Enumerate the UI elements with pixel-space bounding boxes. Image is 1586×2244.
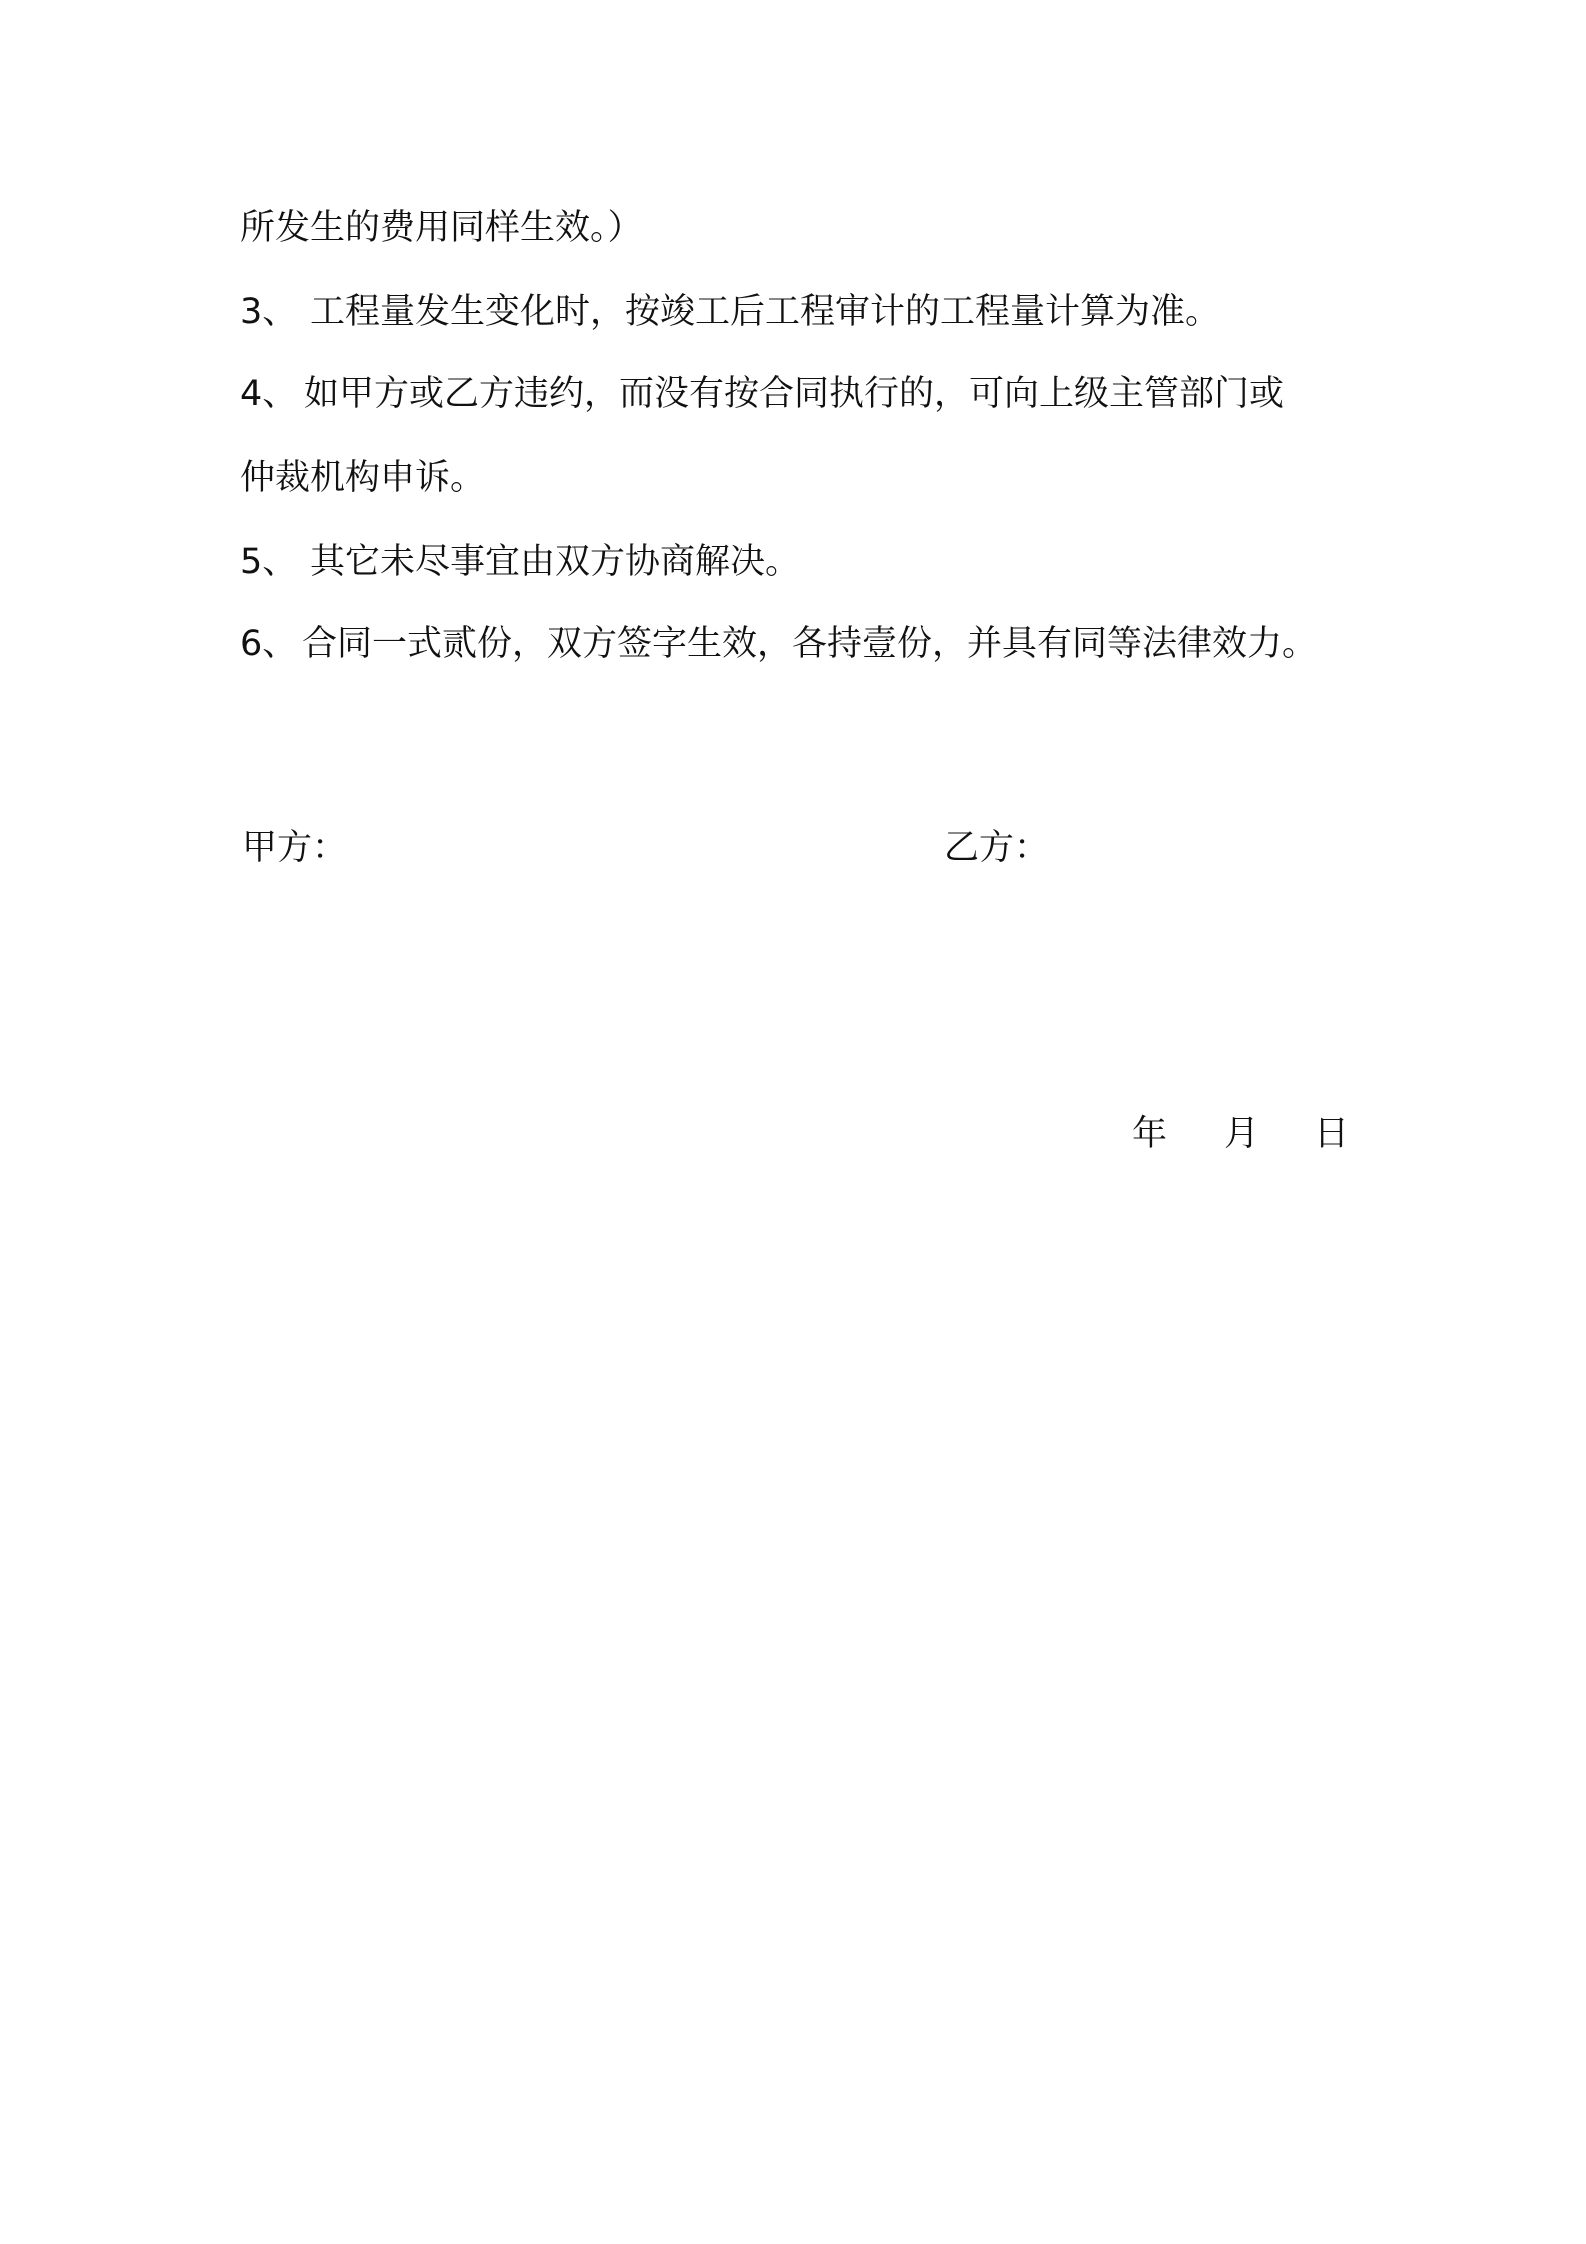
continuation-line: 所发生的费用同样生效。） — [240, 208, 643, 248]
clause-5 — [240, 540, 800, 584]
clause-3 — [240, 290, 1220, 334]
clause-5-text: 其它未尽事宜由双方协商解决。 — [310, 542, 801, 582]
clause-6-text: 合同一式贰份，双方签字生效，各持壹份，并具有同等法律效力。 — [302, 624, 1318, 664]
clause-4-text: 如甲方或乙方违约，而没有按合同执行的，可向上级主管部门或 — [304, 374, 1285, 414]
date-line — [1132, 1112, 1358, 1156]
clause-6-number: 6、 — [240, 624, 298, 664]
clause-5-number: 5、 — [240, 542, 298, 582]
clause-4 — [240, 372, 1284, 416]
date-day: 日 — [1314, 1114, 1350, 1154]
clause-4-number: 4、 — [240, 374, 298, 414]
clause-4-continuation: 仲裁机构申诉。 — [240, 458, 486, 498]
date-month: 月 — [1224, 1114, 1260, 1154]
date-year: 年 — [1132, 1114, 1168, 1154]
party-b-label: 乙方： — [944, 828, 1050, 868]
clause-3-number: 3、 — [240, 292, 298, 332]
clause-3-text: 工程量发生变化时，按竣工后工程审计的工程量计算为准。 — [310, 292, 1221, 332]
clause-6 — [240, 622, 1317, 666]
party-a-label: 甲方： — [242, 828, 348, 868]
